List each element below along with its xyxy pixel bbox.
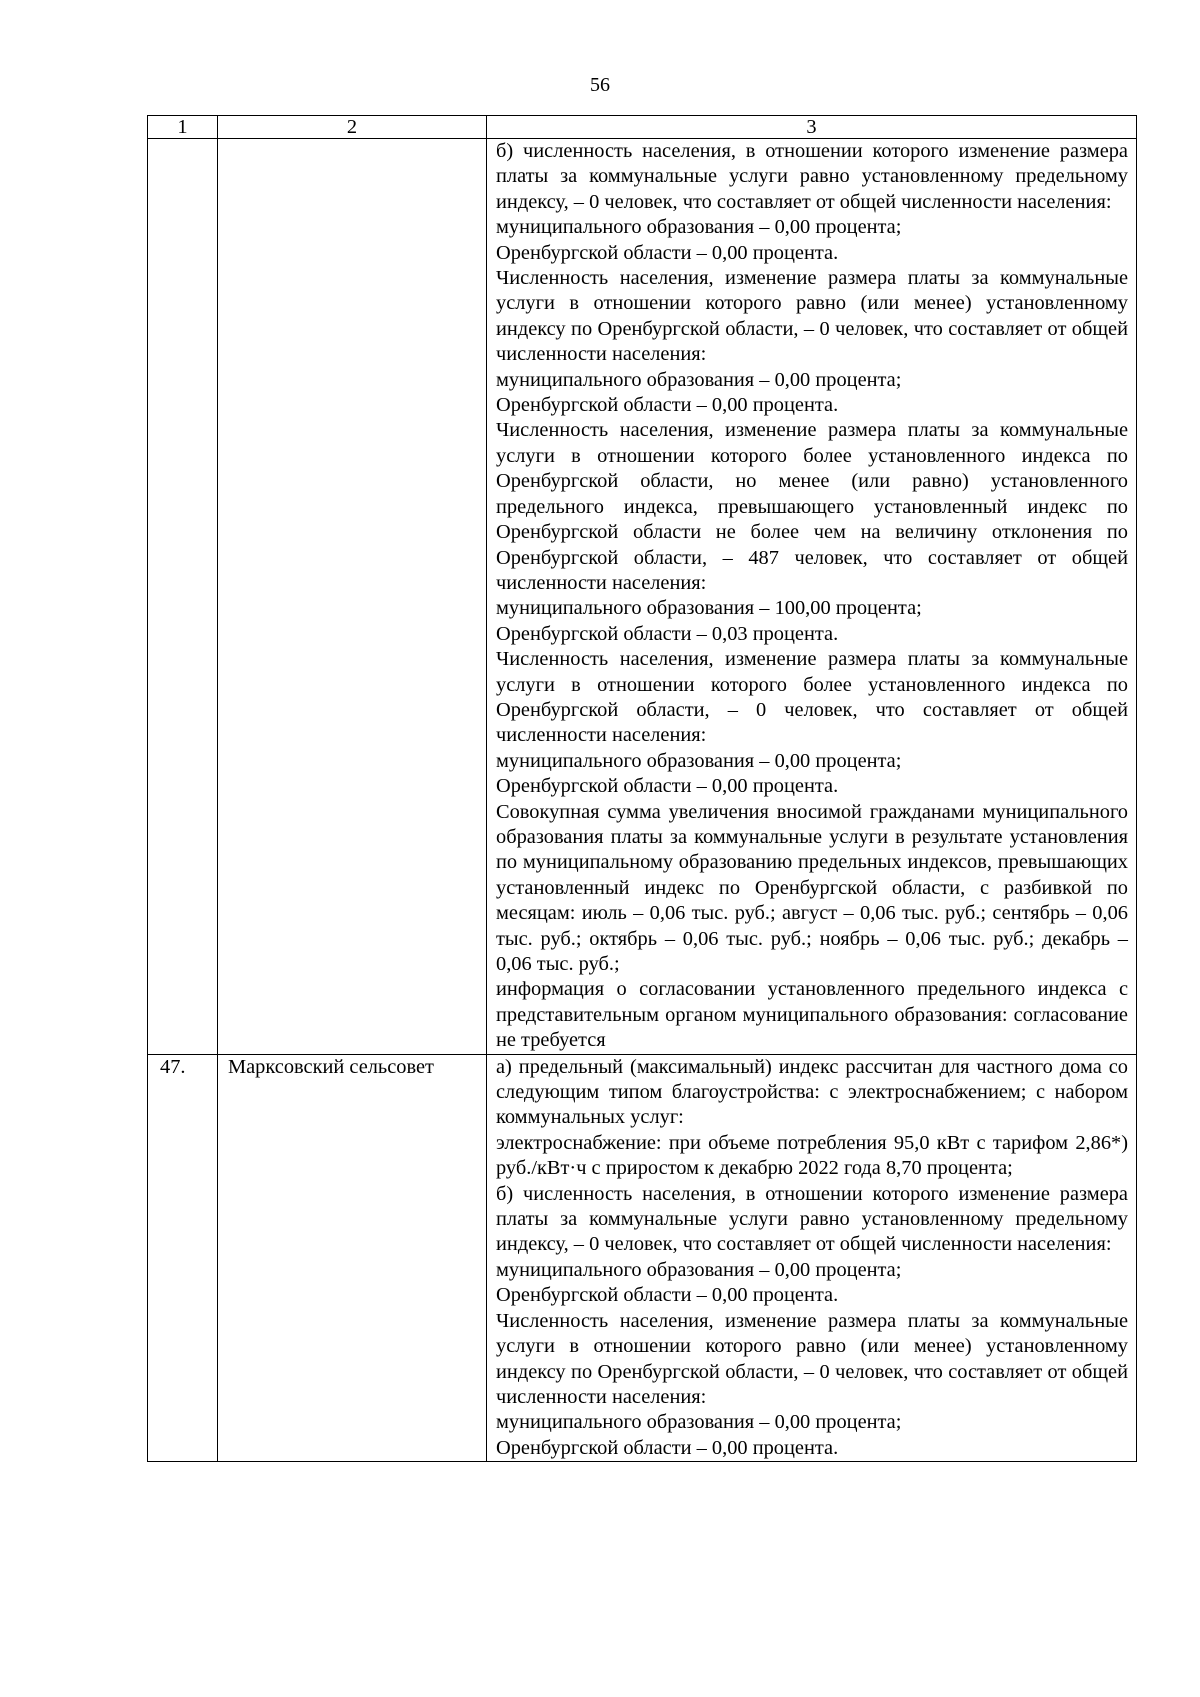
- content-paragraph: Совокупная сумма увеличения вносимой гражданами муниципального образования платы за коммунальные услуги в результате установления по муниципальному образованию предельных индексов, превышающих установленный индекс по Оренбургской области, с разбивкой по месяцам: июль – 0,06 тыс. руб.; август – 0,06 тыс. руб.; сентябрь – 0,06 тыс. руб.; октябрь – 0,06 тыс. руб.; ноябрь – 0,06 тыс. руб.; декабрь – 0,06 тыс. руб.;: [496, 800, 1128, 975]
- content-paragraph: б) численность населения, в отношении которого изменение размера платы за коммунальные услуги равно установленному предельному индексу, – 0 человек, что составляет от общей численности населения:: [496, 140, 1128, 213]
- content-paragraph: Численность населения, изменение размера платы за коммунальные услуги в отношении которого равно (или менее) установленному индексу по Оренбургской области, – 0 человек, что составляет от общей численности населения:: [496, 1309, 1128, 1408]
- content-paragraph: Оренбургской области – 0,00 процента.: [496, 394, 839, 417]
- header-col-2: 2: [218, 116, 487, 139]
- table-row: [148, 139, 1137, 1055]
- content-paragraph: Оренбургской области – 0,00 процента.: [496, 775, 839, 798]
- row-number: [148, 139, 218, 1055]
- content-paragraph: Оренбургской области – 0,00 процента.: [496, 1284, 839, 1307]
- row-content: [487, 139, 1137, 1055]
- content-paragraph: Оренбургской области – 0,00 процента.: [496, 241, 839, 264]
- content-paragraph: Численность населения, изменение размера платы за коммунальные услуги в отношении которого равно (или менее) установленному индексу по Оренбургской области, – 0 человек, что составляет от общей численности населения:: [496, 267, 1128, 366]
- content-paragraph: информация о согласовании установленного предельного индекса с представительным органом муниципального образования: согласование не требуется: [496, 978, 1128, 1052]
- row-content: [487, 1054, 1137, 1462]
- row-number: 47.: [148, 1054, 218, 1462]
- document-table: [147, 115, 1137, 1462]
- table-row: [148, 1054, 1137, 1462]
- row-municipality-name: Марксовский сельсовет: [218, 1054, 487, 1462]
- content-paragraph: Оренбургской области – 0,03 процента.: [496, 622, 839, 645]
- content-paragraph: муниципального образования – 100,00 процента;: [496, 597, 922, 620]
- content-paragraph: муниципального образования – 0,00 процента;: [496, 368, 902, 391]
- content-paragraph: Численность населения, изменение размера платы за коммунальные услуги в отношении которого более установленного индекса по Оренбургской области, но менее (или равно) установленного предельного индекса, превышающего установленный индекс по Оренбургской области не более чем на величину отклонения по Оренбургской области, – 487 человек, что составляет от общей численности населения:: [496, 419, 1128, 594]
- header-col-3: 3: [487, 116, 1137, 139]
- table-header-row: [148, 116, 1137, 139]
- content-paragraph: муниципального образования – 0,00 процента;: [496, 216, 902, 239]
- content-paragraph: Оренбургской области – 0,00 процента.: [496, 1436, 839, 1459]
- content-paragraph: муниципального образования – 0,00 процента;: [496, 1258, 902, 1281]
- content-paragraph: а) предельный (максимальный) индекс рассчитан для частного дома со следующим типом благоустройства: с электроснабжением; с набором коммунальных услуг:: [496, 1055, 1128, 1129]
- header-col-1: 1: [148, 116, 218, 139]
- content-paragraph: электроснабжение: при объеме потребления 95,0 кВт с тарифом 2,86*) руб./кВт·ч с приростом к декабрю 2022 года 8,70 процента;: [496, 1131, 1128, 1180]
- content-paragraph: муниципального образования – 0,00 процента;: [496, 1411, 902, 1434]
- content-paragraph: Численность населения, изменение размера платы за коммунальные услуги в отношении которого более установленного индекса по Оренбургской области, – 0 человек, что составляет от общей численности населения:: [496, 648, 1128, 747]
- page-number: 56: [590, 74, 610, 96]
- row-municipality-name: [218, 139, 487, 1055]
- content-paragraph: б) численность населения, в отношении которого изменение размера платы за коммунальные услуги равно установленному предельному индексу, – 0 человек, что составляет от общей численности населения:: [496, 1182, 1128, 1256]
- content-paragraph: муниципального образования – 0,00 процента;: [496, 749, 902, 772]
